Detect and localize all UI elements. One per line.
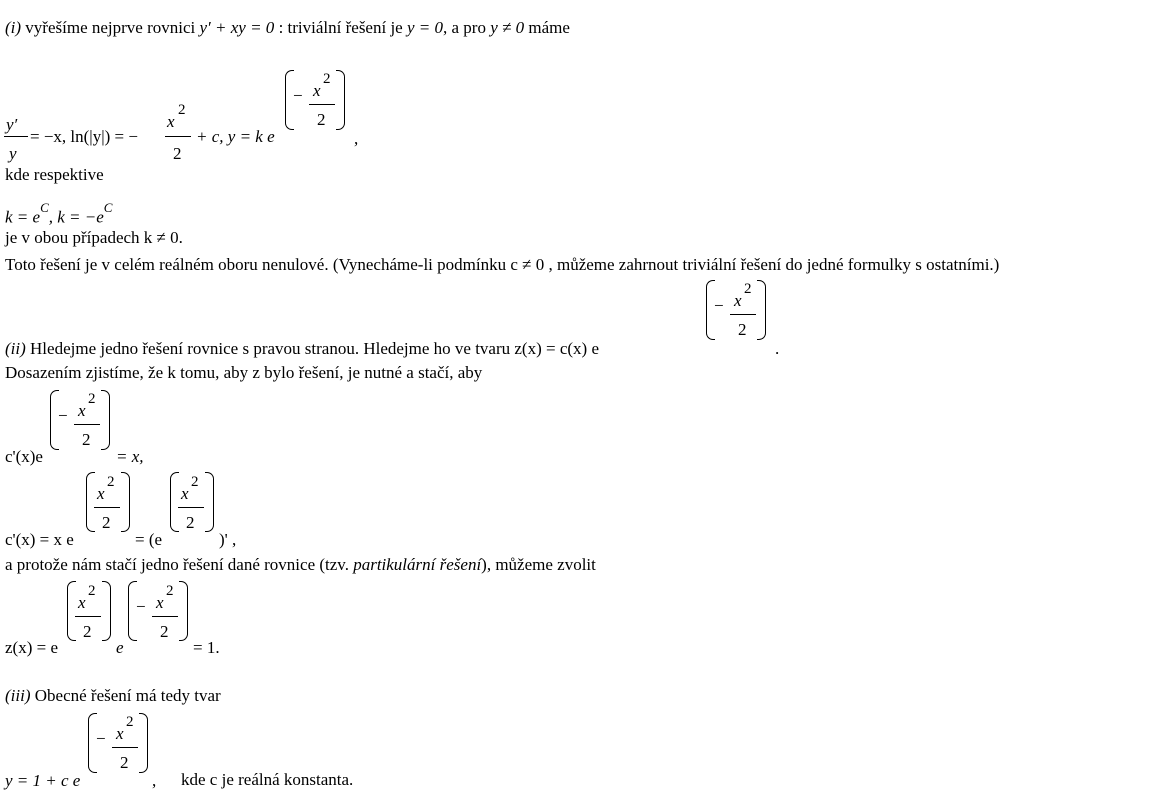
exp-den: 2 (186, 513, 195, 532)
exp-den: 2 (83, 622, 92, 641)
paren-right (336, 70, 345, 130)
exp-bar (178, 507, 204, 508)
exp-minus: − (96, 729, 106, 748)
k-eq-neg: , k = −e (48, 207, 104, 227)
paren-right (757, 280, 766, 340)
choice-end: ), můžeme zvolit (481, 555, 596, 574)
eq2-left: c'(x) = x e (5, 530, 74, 549)
trivial-text: : triviální řešení je (278, 18, 403, 37)
k-eq: k = e (5, 207, 41, 227)
y-note: kde c je reálná konstanta. (181, 770, 354, 789)
frac-denominator-2: 2 (173, 144, 182, 163)
exp-bar (94, 507, 120, 508)
eq1-right: = x, (116, 447, 144, 466)
frac-x: x (167, 112, 175, 131)
eq2-right: )' , (219, 530, 237, 549)
paren-right (102, 581, 111, 641)
paren-right (179, 581, 188, 641)
fraction-bar (165, 136, 191, 137)
exp-den: 2 (317, 110, 326, 129)
exp-bar (74, 424, 100, 425)
exp-x: x (313, 81, 321, 100)
trivial-solution: y = 0 (406, 18, 443, 37)
both-cases: je v obou případech k ≠ 0. (5, 228, 183, 247)
choice-text: a protože nám stačí jedno řešení dané rovnice (tzv. (5, 555, 349, 574)
general-solution-homog: + c, y = k e (196, 127, 275, 146)
exp-minus: − (714, 296, 724, 315)
fraction-denominator: y (9, 144, 17, 163)
paren-left (67, 581, 76, 641)
k-definition (5, 202, 112, 228)
exp-bar (152, 616, 178, 617)
intro-iii: Obecné řešení má tedy tvar (34, 686, 221, 705)
paren-right (139, 713, 148, 773)
exp-x: x (156, 593, 164, 612)
sup-c-2: C (103, 200, 113, 215)
exp-x: x (181, 484, 189, 503)
exp-x: x (734, 291, 742, 310)
equation-homogeneous: y′ + xy = 0 (199, 18, 275, 37)
exp-den: 2 (82, 430, 91, 449)
paren-right (101, 390, 110, 450)
exp-sq: 2 (126, 714, 134, 730)
intro-text: vyřešíme nejprve rovnici (25, 18, 196, 37)
exp-x: x (97, 484, 105, 503)
period: . (775, 339, 780, 358)
exp-den: 2 (738, 320, 747, 339)
kde-respektive: kde respektive (5, 165, 104, 184)
part-label-ii: (ii) (5, 339, 26, 358)
y-comma: , (152, 771, 157, 790)
y-left: y = 1 + c e (5, 771, 81, 790)
exp-sq: 2 (88, 391, 96, 407)
comma-pro: , a pro (443, 18, 486, 37)
fraction-bar (4, 136, 28, 137)
exp-x: x (116, 724, 124, 743)
paren-right (121, 472, 130, 532)
exp-bar (75, 616, 101, 617)
exp-x: x (78, 401, 86, 420)
exp-sq: 2 (107, 474, 115, 490)
exp-bar (309, 104, 335, 105)
log-equation: = −x, ln(|y|) = − (30, 127, 138, 146)
exp-den: 2 (160, 622, 169, 641)
eq2-mid: = (e (135, 530, 163, 549)
exp-sq: 2 (323, 71, 331, 87)
condition-nonzero: y ≠ 0 (490, 18, 525, 37)
paren-left (86, 472, 95, 532)
paren-left (170, 472, 179, 532)
exp-minus: − (293, 86, 303, 105)
part-label-i: (i) (5, 18, 22, 37)
intro-ii: Hledejme jedno řešení rovnice s pravou stranou. Hledejme ho ve tvaru z(x) = c(x) e (30, 339, 599, 358)
frac-exp-2: 2 (178, 102, 186, 118)
exp-den: 2 (102, 513, 111, 532)
paren-right (205, 472, 214, 532)
exp-minus: − (58, 406, 68, 425)
line-intro (5, 18, 570, 38)
exp-bar (112, 747, 138, 748)
sup-c: C (40, 200, 49, 215)
exp-x: x (78, 593, 86, 612)
choice-line (5, 555, 596, 575)
exp-den: 2 (120, 753, 129, 772)
trailing-comma: , (354, 129, 359, 148)
eq1-left: c'(x)e (5, 447, 43, 466)
exp-sq: 2 (88, 583, 96, 599)
exp-sq: 2 (166, 583, 174, 599)
exp-sq: 2 (191, 474, 199, 490)
z-mid: e (116, 638, 124, 657)
z-left: z(x) = e (5, 638, 59, 657)
exp-bar (730, 314, 756, 315)
z-right: = 1. (193, 638, 220, 657)
particular-term: partikulární řešení (353, 555, 482, 574)
exp-sq: 2 (744, 281, 752, 297)
fraction-numerator: y′ (6, 115, 18, 134)
part-iii-intro (5, 686, 221, 706)
part-label-iii: (iii) (5, 686, 31, 705)
substitution-text: Dosazením zjistíme, že k tomu, aby z bylo řešení, je nutné a stačí, aby (5, 363, 483, 382)
exp-minus: − (136, 597, 146, 616)
mame-text: máme (528, 18, 570, 37)
nonzero-text: Toto řešení je v celém reálném oboru nenulové. (Vynecháme-li podmínku c ≠ 0 , můžeme zahrnout triviální řešení do jedné formulky s ostatními.) (5, 255, 1000, 274)
